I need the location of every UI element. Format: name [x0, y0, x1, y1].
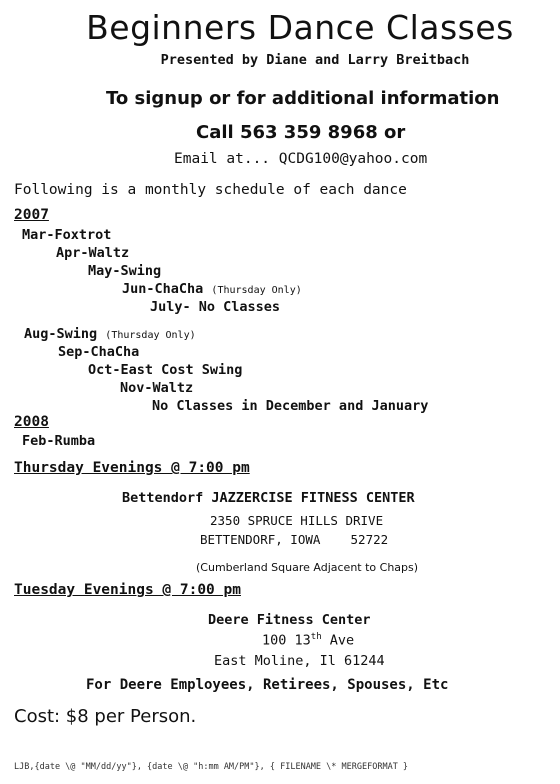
tuesday-note: For Deere Employees, Retirees, Spouses, Etc: [86, 677, 449, 693]
year-2007: 2007: [14, 207, 49, 223]
email-address: QCDG100@yahoo.com: [278, 151, 428, 167]
thursday-address-1: 2350 SPRUCE HILLS DRIVE: [210, 513, 384, 528]
schedule-item: No Classes in December and January: [152, 398, 429, 414]
year-2008: 2008: [14, 414, 49, 430]
footer-field-codes: LJB,{date \@ "MM/dd/yy"}, {date \@ "h:mm AM/PM"}, { FILENAME \* MERGEFORMAT }: [14, 762, 409, 772]
phone-line: Call 563 359 8968 or: [196, 122, 406, 143]
schedule-item: Apr-Waltz: [56, 245, 130, 261]
schedule-item-note: (Thursday Only): [105, 330, 196, 341]
tuesday-heading: Tuesday Evenings @ 7:00 pm: [14, 582, 241, 598]
schedule-item: Oct-East Cost Swing: [88, 362, 243, 378]
thursday-heading: Thursday Evenings @ 7:00 pm: [14, 460, 250, 476]
page-title: Beginners Dance Classes: [86, 8, 514, 47]
email-line: [174, 151, 427, 167]
thursday-note: (Cumberland Square Adjacent to Chaps): [196, 561, 419, 574]
thursday-address-2: BETTENDORF, IOWA 52722: [200, 532, 389, 547]
email-label: Email at...: [174, 151, 279, 167]
tuesday-venue: Deere Fitness Center: [208, 612, 371, 628]
schedule-item: Feb-Rumba: [22, 433, 96, 449]
schedule-item: Mar-Foxtrot: [22, 227, 112, 243]
schedule-item: Sep-ChaCha: [58, 344, 140, 360]
schedule-item: Jun-ChaCha (Thursday Only): [122, 281, 302, 297]
presented-by: Presented by Diane and Larry Breitbach: [160, 52, 470, 68]
cost-line: Cost: $8 per Person.: [14, 706, 197, 727]
tuesday-address-2: East Moline, Il 61244: [214, 653, 385, 669]
signup-line: To signup or for additional information: [106, 88, 500, 109]
tuesday-address-1: 100 13th Ave: [262, 632, 355, 649]
schedule-intro: Following is a monthly schedule of each dance: [14, 182, 407, 198]
schedule-item-note: (Thursday Only): [211, 285, 302, 296]
thursday-venue: Bettendorf JAZZERCISE FITNESS CENTER: [122, 490, 415, 506]
schedule-item: Nov-Waltz: [120, 380, 194, 396]
schedule-item: Aug-Swing (Thursday Only): [24, 326, 196, 342]
schedule-item: May-Swing: [88, 263, 162, 279]
schedule-item: July- No Classes: [150, 299, 281, 315]
